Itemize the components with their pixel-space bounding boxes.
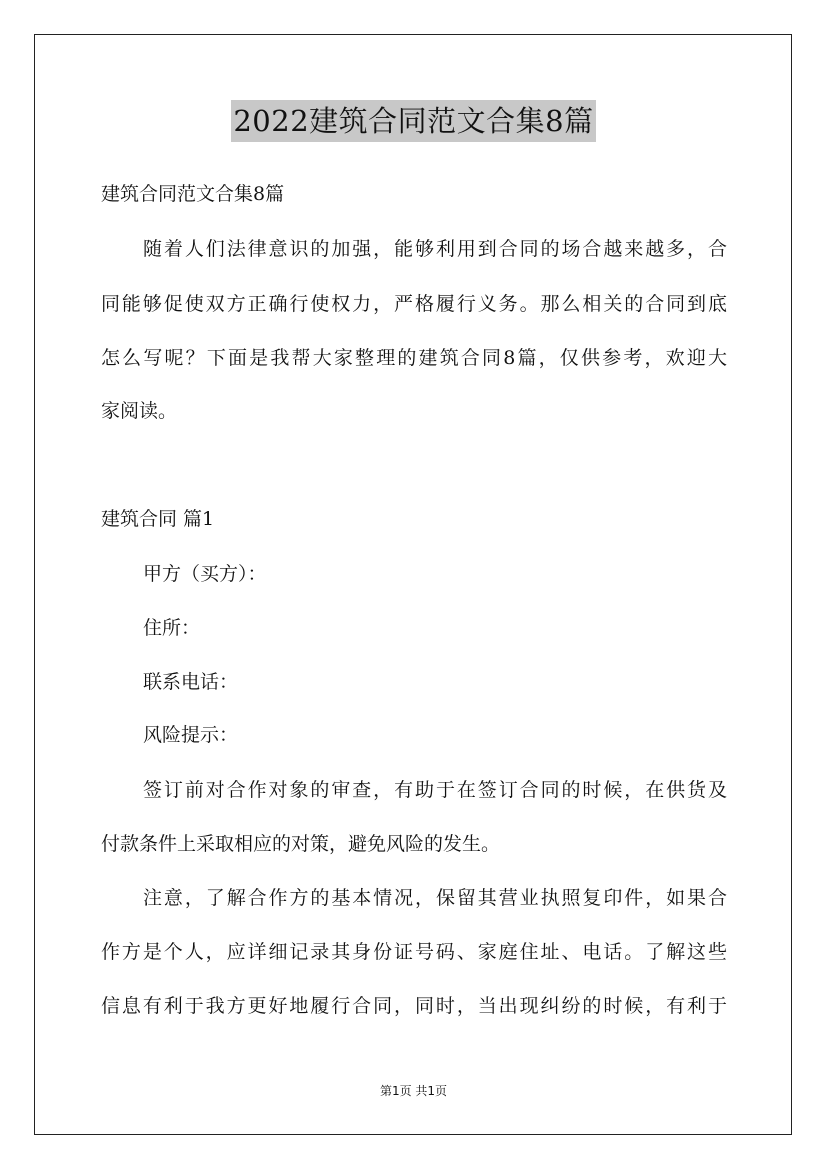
field-address: 住所：	[143, 617, 201, 639]
field-buyer: 甲方（买方）：	[143, 563, 267, 585]
title-container	[0, 100, 827, 142]
paragraph-2-line-3: 信息有利于我方更好地履行合同，同时，当出现纠纷的时候，有利于	[101, 995, 727, 1017]
paragraph-1-line-2: 付款条件上采取相应的对策，避免风险的发生。	[101, 833, 501, 855]
intro-line-3: 怎么写呢？下面是我帮大家整理的建筑合同8篇，仅供参考，欢迎大	[101, 347, 727, 369]
section-heading: 建筑合同 篇1	[101, 508, 215, 530]
page-footer: 第1页 共1页	[379, 1084, 448, 1098]
intro-line-1: 随着人们法律意识的加强，能够利用到合同的场合越来越多，合	[143, 238, 727, 260]
document-subtitle: 建筑合同范文合集8篇	[101, 183, 285, 205]
intro-line-4: 家阅读。	[101, 400, 178, 422]
intro-line-2: 同能够促使双方正确行使权力，严格履行义务。那么相关的合同到底	[101, 293, 727, 315]
paragraph-2-line-1: 注意，了解合作方的基本情况，保留其营业执照复印件，如果合	[143, 887, 727, 909]
paragraph-1-line-1: 签订前对合作对象的审查，有助于在签订合同的时候，在供货及	[143, 779, 727, 801]
paragraph-2-line-2: 作方是个人，应详细记录其身份证号码、家庭住址、电话。了解这些	[101, 941, 727, 963]
document-title: 2022建筑合同范文合集8篇	[231, 100, 595, 142]
field-risk-notice: 风险提示：	[143, 724, 239, 746]
field-phone: 联系电话：	[143, 671, 239, 693]
